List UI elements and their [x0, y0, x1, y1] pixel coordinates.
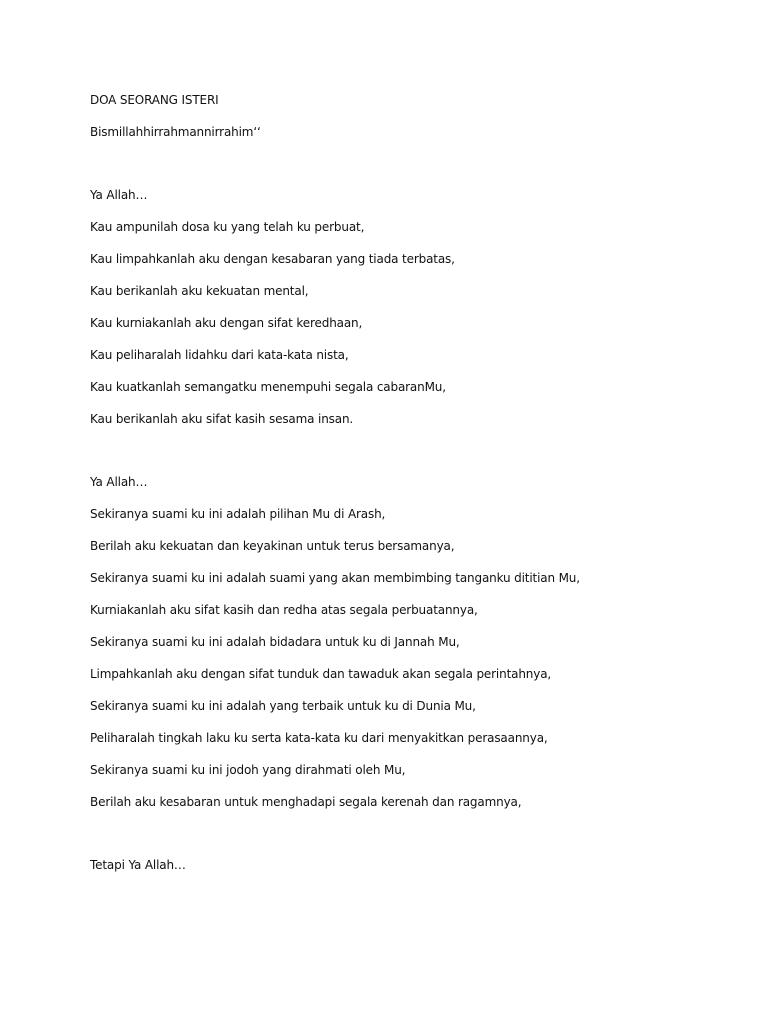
- opening-line: Bismillahhirrahmannirrahim‘‘: [90, 125, 261, 139]
- document-title: DOA SEORANG ISTERI: [90, 93, 219, 107]
- stanza-3-heading: Tetapi Ya Allah…: [90, 858, 186, 872]
- stanza-2-line: Sekiranya suami ku ini jodoh yang dirahmati oleh Mu,: [90, 763, 406, 777]
- stanza-1-line: Kau kurniakanlah aku dengan sifat keredhaan,: [90, 316, 363, 330]
- stanza-1-line: Kau kuatkanlah semangatku menempuhi segala cabaranMu,: [90, 380, 446, 394]
- stanza-2-line: Sekiranya suami ku ini adalah suami yang akan membimbing tanganku dititian Mu,: [90, 571, 580, 585]
- stanza-2-line: Limpahkanlah aku dengan sifat tunduk dan tawaduk akan segala perintahnya,: [90, 667, 552, 681]
- stanza-1-heading: Ya Allah…: [90, 188, 148, 202]
- stanza-2-line: Sekiranya suami ku ini adalah pilihan Mu di Arash,: [90, 507, 386, 521]
- stanza-2-line: Sekiranya suami ku ini adalah bidadara untuk ku di Jannah Mu,: [90, 635, 460, 649]
- stanza-2-line: Sekiranya suami ku ini adalah yang terbaik untuk ku di Dunia Mu,: [90, 699, 476, 713]
- stanza-2-line: Peliharalah tingkah laku ku serta kata-kata ku dari menyakitkan perasaannya,: [90, 731, 548, 745]
- stanza-1-line: Kau berikanlah aku kekuatan mental,: [90, 284, 309, 298]
- stanza-1-line: Kau berikanlah aku sifat kasih sesama insan.: [90, 412, 354, 426]
- stanza-1-line: Kau peliharalah lidahku dari kata-kata nista,: [90, 348, 349, 362]
- stanza-1-line: Kau limpahkanlah aku dengan kesabaran yang tiada terbatas,: [90, 252, 455, 266]
- stanza-2-line: Kurniakanlah aku sifat kasih dan redha atas segala perbuatannya,: [90, 603, 478, 617]
- stanza-2-line: Berilah aku kekuatan dan keyakinan untuk terus bersamanya,: [90, 539, 455, 553]
- stanza-2-heading: Ya Allah…: [90, 475, 148, 489]
- stanza-2-line: Berilah aku kesabaran untuk menghadapi segala kerenah dan ragamnya,: [90, 795, 522, 809]
- stanza-1-line: Kau ampunilah dosa ku yang telah ku perbuat,: [90, 220, 365, 234]
